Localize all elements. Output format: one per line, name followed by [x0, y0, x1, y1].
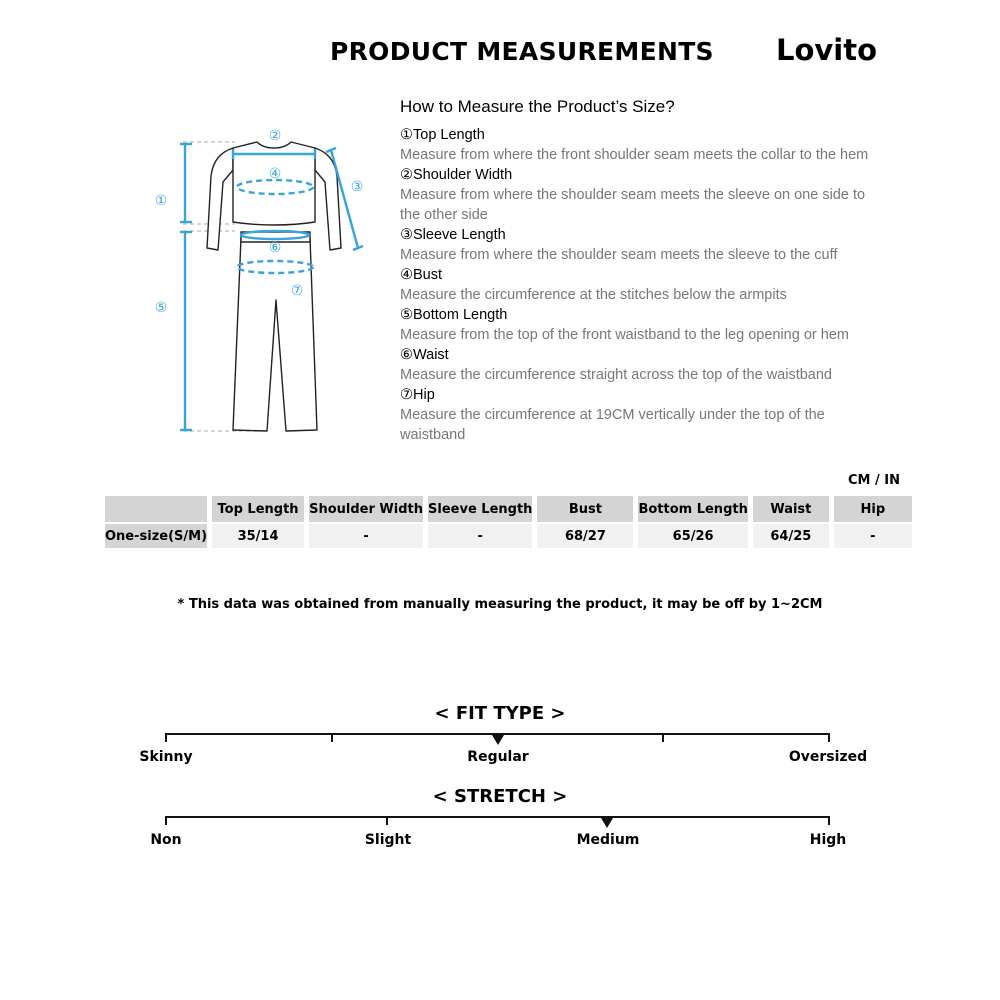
marker-6: ⑥ [268, 240, 282, 256]
guide-item-top-length [400, 125, 880, 165]
table-header: Waist [753, 496, 829, 522]
guide-item-label: ④Bust [400, 267, 443, 283]
guide-item-label: ⑤Bottom Length [400, 307, 508, 323]
fit-type-tick [165, 733, 167, 742]
stretch-tick [165, 816, 167, 825]
marker-4: ④ [268, 166, 282, 182]
guide-item-label: ①Top Length [400, 127, 485, 143]
guide-item-label: ⑦Hip [400, 387, 435, 403]
fit-type-label: Skinny [139, 749, 193, 765]
table-row [105, 524, 912, 548]
guide-item-desc: Measure from the top of the front waistband to the leg opening or hem [400, 327, 849, 343]
guide-item-bust [400, 265, 880, 305]
table-header: Hip [834, 496, 912, 522]
unit-label: CM / IN [848, 473, 900, 488]
guide-item-desc: Measure the circumference straight across the top of the waistband [400, 367, 832, 383]
stretch-label: Non [150, 832, 182, 848]
stretch-indicator [601, 818, 613, 828]
measurement-guide [400, 125, 880, 445]
guide-item-hip [400, 385, 880, 445]
guide-item-shoulder-width [400, 165, 880, 225]
marker-3: ③ [350, 179, 364, 195]
table-cell: 64/25 [753, 524, 829, 548]
fit-type-tick [331, 733, 333, 742]
table-cell: 68/27 [537, 524, 633, 548]
table-row-label: One-size(S/M) [105, 524, 207, 548]
guide-item-label: ③Sleeve Length [400, 227, 506, 243]
table-cell: - [309, 524, 423, 548]
table-cell: 65/26 [638, 524, 747, 548]
brand-logo: Lovito [776, 33, 878, 67]
page-title: PRODUCT MEASUREMENTS [330, 37, 714, 66]
stretch-label: Medium [576, 832, 640, 848]
table-header-blank [105, 496, 207, 522]
guide-item-desc: Measure the circumference at 19CM vertically under the top of the waistband [400, 407, 825, 443]
table-header: Top Length [212, 496, 304, 522]
table-header-row [105, 496, 912, 522]
fit-type-label: Oversized [788, 749, 868, 765]
measurement-note: * This data was obtained from manually measuring the product, it may be off by 1~2CM [177, 597, 823, 612]
stretch-tick [386, 816, 388, 825]
table-header: Shoulder Width [309, 496, 423, 522]
stretch-label: High [809, 832, 847, 848]
stretch-track [166, 816, 830, 818]
marker-5: ⑤ [154, 300, 168, 316]
table-cell: - [834, 524, 912, 548]
guide-item-bottom-length [400, 305, 880, 345]
guide-item-desc: Measure the circumference at the stitches below the armpits [400, 287, 787, 303]
fit-type-tick [662, 733, 664, 742]
guide-item-desc: Measure from where the front shoulder seam meets the collar to the hem [400, 147, 869, 163]
fit-type-tick [828, 733, 830, 742]
stretch-tick [828, 816, 830, 825]
marker-1: ① [154, 193, 168, 209]
fit-type-label: Regular [467, 749, 529, 765]
fit-type-indicator [492, 735, 504, 745]
guide-item-desc: Measure from where the shoulder seam meets the sleeve on one side to the other side [400, 187, 866, 223]
guide-heading: How to Measure the Product’s Size? [400, 97, 675, 116]
garment-diagram [145, 120, 385, 444]
garment-diagram-svg [145, 120, 385, 440]
size-table [100, 494, 917, 550]
marker-7: ⑦ [290, 283, 304, 299]
guide-item-label: ⑥Waist [400, 347, 449, 363]
stretch-title: < STRETCH > [432, 786, 568, 807]
guide-item-sleeve-length [400, 225, 880, 265]
table-cell: - [428, 524, 532, 548]
guide-item-label: ②Shoulder Width [400, 167, 513, 183]
table-header: Sleeve Length [428, 496, 532, 522]
guide-item-desc: Measure from where the shoulder seam meets the sleeve to the cuff [400, 247, 838, 263]
guide-item-waist [400, 345, 880, 385]
table-header: Bottom Length [638, 496, 747, 522]
table-cell: 35/14 [212, 524, 304, 548]
stretch-label: Slight [364, 832, 412, 848]
table-header: Bust [537, 496, 633, 522]
fit-type-title: < FIT TYPE > [434, 703, 566, 724]
marker-2: ② [268, 128, 282, 144]
